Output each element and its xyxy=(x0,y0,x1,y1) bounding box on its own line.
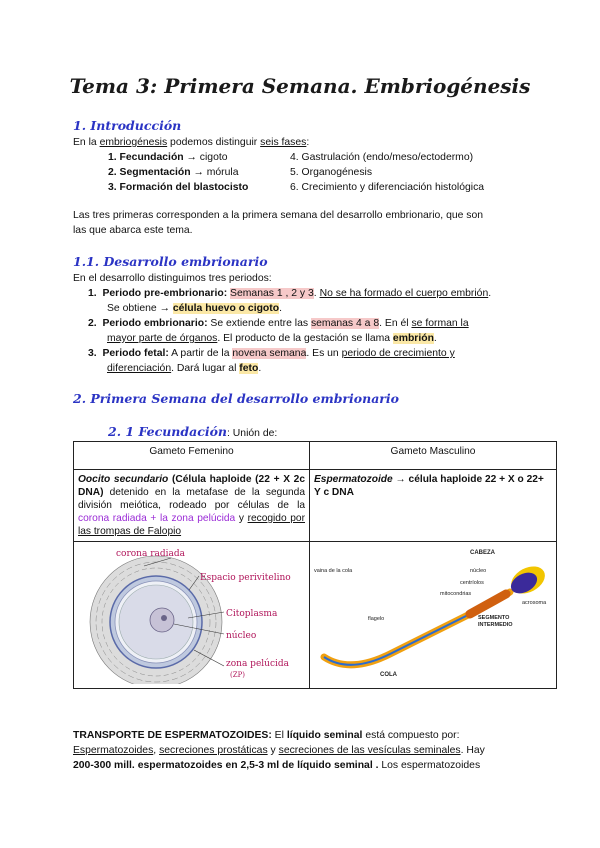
phase-1: 1. Fecundación → cigoto xyxy=(108,152,228,163)
label-acrosoma: acrosoma xyxy=(522,600,547,606)
cell-oocyte-image xyxy=(74,542,310,689)
phase-4: 4. Gastrulación (endo/meso/ectodermo) xyxy=(290,152,474,163)
period-2-b: mayor parte de órganos. El producto de la gestación se llama embrión. xyxy=(107,333,437,344)
label-mitocondrias: mitocondrias xyxy=(440,591,472,597)
label-vaina-cola: vaina de la cola xyxy=(314,568,353,574)
intro-paragraph: Las tres primeras corresponden a la primera semana del desarrollo embrionario, que son las que abarca este tema. xyxy=(73,210,484,236)
label-espacio-perivitelino: Espacio perivitelino xyxy=(200,573,291,583)
header-gameto-masculino: Gameto Masculino xyxy=(310,442,557,470)
intro-line: En la embriogénesis podemos distinguir seis fases: xyxy=(73,137,310,148)
label-zona-pelucida: zona pelúcida xyxy=(226,659,289,669)
header-gameto-femenino: Gameto Femenino xyxy=(74,442,310,470)
label-centriolos: centríolos xyxy=(460,580,484,586)
heading-introduccion: 1. Introducción xyxy=(73,118,182,133)
cell-oocito: Oocito secundario (Célula haploide (22 + X 2c DNA) detenido en la metafase de la segunda división meiótica, rodeado por células de la corona radiada + la zona pelúcida y recogido por las trompas de Falopio xyxy=(74,470,310,542)
desarrollo-intro: En el desarrollo distinguimos tres periodos: xyxy=(73,273,272,284)
label-nucleo-sperm: núcleo xyxy=(470,568,487,574)
cell-espermatozoide: Espermatozoide → célula haploide 22 + X o 22+ Y c DNA xyxy=(310,470,557,542)
oocyte-illustration xyxy=(74,542,309,684)
label-nucleo: núcleo xyxy=(226,631,257,641)
transport-line-3: 200-300 mill. espermatozoides en 2,5-3 ml de líquido seminal . Los espermatozoides xyxy=(73,760,481,771)
phases-left xyxy=(108,150,248,195)
phase-5: 5. Organogénesis xyxy=(290,167,373,178)
label-zp: (ZP) xyxy=(230,671,246,679)
fecundacion-line: 2. 1 Fecundación: Unión de: xyxy=(108,424,278,439)
label-corona-radiada: corona radiada xyxy=(116,549,186,559)
label-intermedio: INTERMEDIO xyxy=(478,622,513,628)
period-1: 1. Periodo pre-embrionario: Semanas 1 , 2 y 3. No se ha formado el cuerpo embrión. xyxy=(88,288,492,299)
period-1-b: Se obtiene → célula huevo o cigoto. xyxy=(107,303,282,314)
gametes-table xyxy=(73,441,557,689)
transport-line-2: Espermatozoides, secreciones prostáticas y secreciones de las vesículas seminales. Hay xyxy=(73,745,485,756)
period-3: 3. Periodo fetal: A partir de la novena semana. Es un periodo de crecimiento y xyxy=(88,348,455,359)
cell-sperm-image xyxy=(310,542,557,689)
label-cola: COLA xyxy=(380,672,397,678)
label-flagelo: flagelo xyxy=(368,616,385,622)
sperm-illustration xyxy=(310,542,556,684)
label-cabeza: CABEZA xyxy=(470,550,495,556)
midpiece xyxy=(470,594,506,614)
page-title: Tema 3: Primera Semana. Embriogénesis xyxy=(69,74,531,98)
phase-6: 6. Crecimiento y diferenciación histológica xyxy=(290,182,485,193)
period-2: 2. Periodo embrionario: Se extiende entre las semanas 4 a 8. En él se forman la xyxy=(88,318,469,329)
label-segmento: SEGMENTO xyxy=(478,615,510,621)
transport-paragraph xyxy=(73,728,553,773)
transport-line-1: TRANSPORTE DE ESPERMATOZOIDES: El líquido seminal está compuesto por: xyxy=(73,730,460,741)
phase-3: 3. Formación del blastocisto xyxy=(108,182,249,193)
label-citoplasma: Citoplasma xyxy=(226,609,278,619)
phases-right xyxy=(290,150,484,195)
period-3-b: diferenciación. Dará lugar al feto. xyxy=(107,363,262,374)
heading-desarrollo: 1.1. Desarrollo embrionario xyxy=(73,254,268,269)
periods-list xyxy=(88,286,558,376)
heading-fecundacion: 2. 1 Fecundación xyxy=(108,424,228,439)
phase-2: 2. Segmentación → mórula xyxy=(108,167,239,178)
heading-primera-semana: 2. Primera Semana del desarrollo embrionario xyxy=(73,391,399,406)
